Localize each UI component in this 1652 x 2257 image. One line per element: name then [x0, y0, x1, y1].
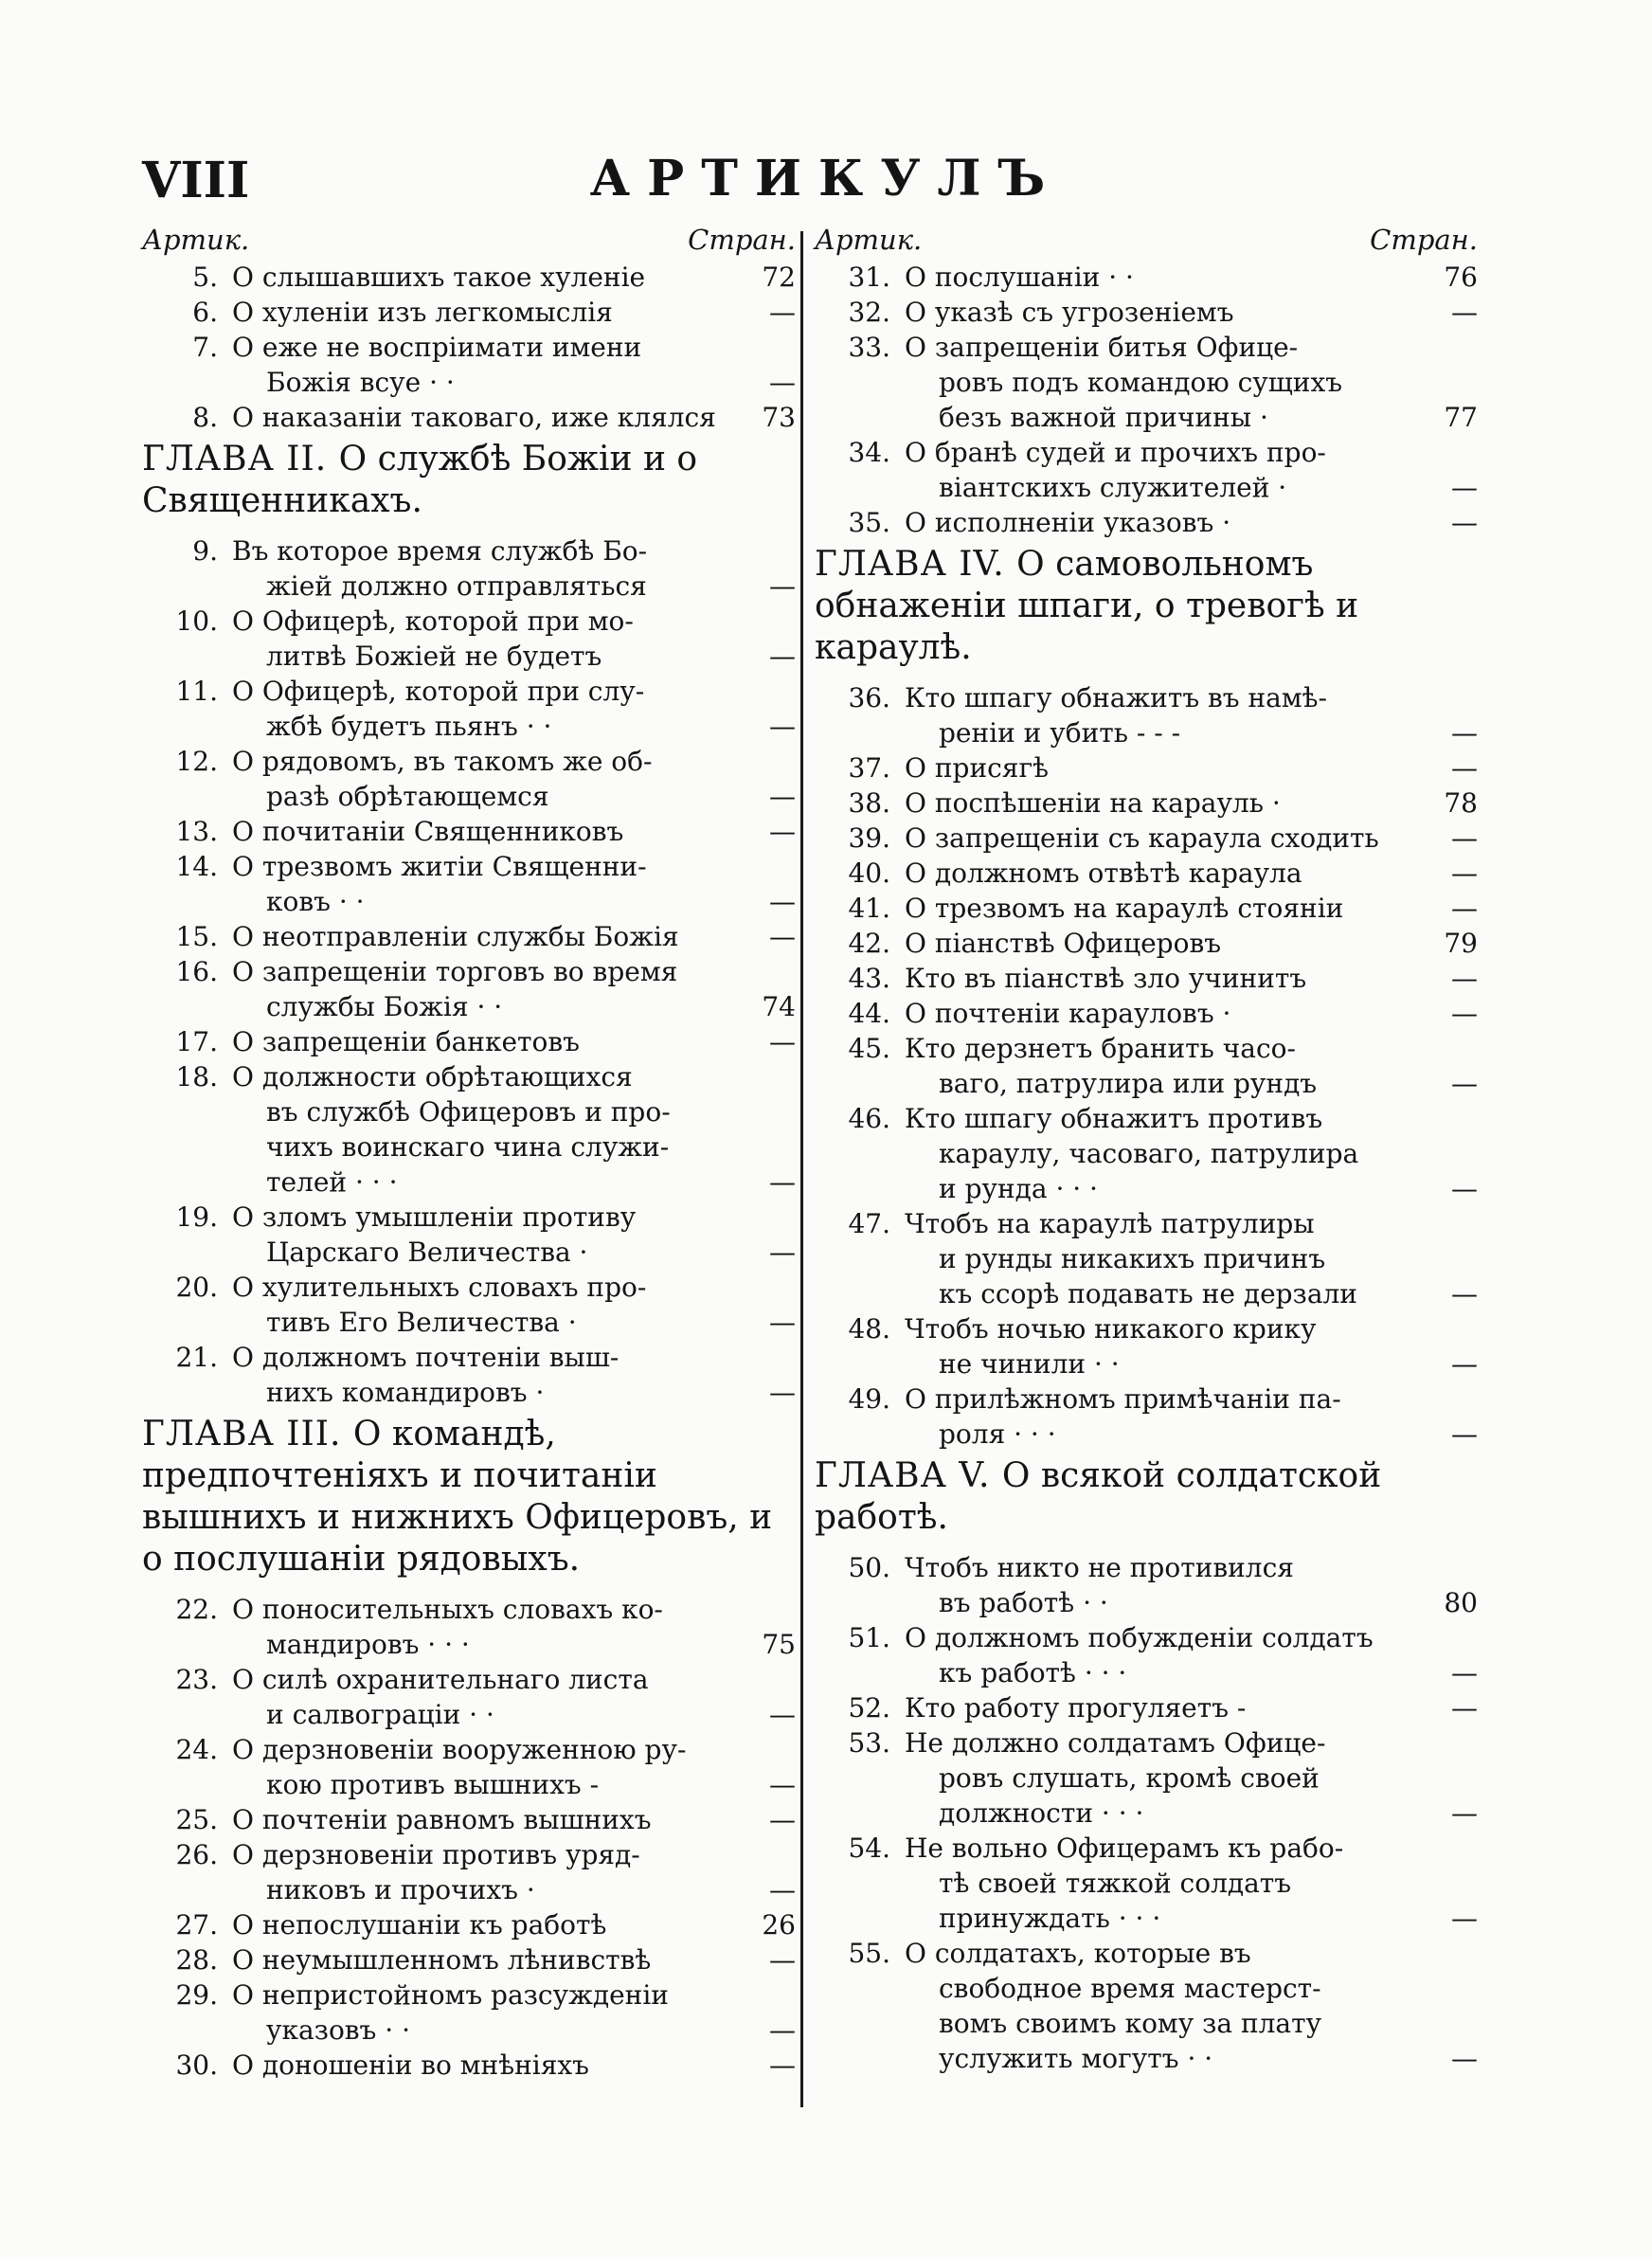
toc-entry[interactable]	[815, 1381, 1478, 1452]
entry-text: О почитаніи Священниковъ	[232, 816, 624, 847]
page-number: —	[1451, 1418, 1478, 1450]
toc-entry[interactable]	[815, 1101, 1478, 1206]
toc-entry[interactable]	[815, 330, 1478, 435]
toc-entry[interactable]	[815, 260, 1478, 295]
entry-text: тѣ своей тяжкой солдатъ	[939, 1868, 1292, 1899]
column-header	[142, 224, 796, 260]
page-number: 73	[762, 402, 796, 433]
page-number: —	[769, 1769, 796, 1800]
page-number: —	[1451, 752, 1478, 784]
article-number: 32.	[848, 297, 890, 328]
page-number: —	[769, 641, 796, 672]
page-number: —	[769, 367, 796, 398]
page-number: 72	[762, 262, 796, 293]
entry-text: О піанствѣ Офицеровъ	[905, 928, 1222, 959]
article-number: 35.	[848, 507, 890, 538]
page-number: —	[769, 1237, 796, 1268]
entry-text: ваго, патрулира или рундъ	[939, 1068, 1318, 1099]
entry-text: въ службѣ Офицеровъ и про-	[266, 1096, 671, 1128]
article-number: 51.	[848, 1622, 890, 1653]
entry-text: О неотправленіи службы Божія	[232, 921, 679, 952]
entry-text: О должномъ побужденіи солдатъ	[905, 1622, 1374, 1653]
toc-entry[interactable]	[815, 1031, 1478, 1101]
entry-text: О должности обрѣтающихся	[232, 1061, 633, 1092]
entry-text: О запрещеніи съ караула сходить	[905, 822, 1379, 854]
page-number: —	[1451, 963, 1478, 994]
toc-entry[interactable]	[815, 1690, 1478, 1725]
chapter-heading	[815, 544, 1478, 669]
toc-entry[interactable]	[142, 1837, 796, 1907]
article-number: 43.	[848, 963, 890, 994]
left-column	[142, 224, 796, 2083]
entry-text: ковъ · ·	[266, 886, 365, 917]
article-number: 37.	[848, 752, 890, 784]
toc-entry[interactable]	[142, 1340, 796, 1410]
entry-text: О зломъ умышленіи противу	[232, 1201, 637, 1233]
toc-entry[interactable]	[142, 814, 796, 849]
entry-text: реніи и убить - - -	[939, 717, 1181, 749]
article-number: 8.	[192, 402, 218, 433]
article-number: 26.	[175, 1839, 218, 1870]
entry-text: въ работѣ · ·	[939, 1587, 1108, 1618]
toc-entry[interactable]	[142, 919, 796, 954]
entry-text: литвѣ Божіей не будетъ	[266, 641, 602, 672]
toc-entry[interactable]	[815, 821, 1478, 856]
entry-text: тивъ Его Величества ·	[266, 1307, 577, 1338]
entry-text: О исполненіи указовъ ·	[905, 507, 1231, 538]
page-number: —	[1451, 1692, 1478, 1724]
entry-text: жіей должно отправляться	[266, 570, 647, 602]
toc-entry[interactable]	[142, 1024, 796, 1059]
entry-text: свободное время мастерст-	[939, 1973, 1321, 2004]
column-divider	[800, 231, 803, 2107]
toc-entry[interactable]	[142, 849, 796, 919]
page-number: —	[769, 1307, 796, 1338]
page-number: —	[1451, 858, 1478, 889]
entry-text: и салвограціи · ·	[266, 1699, 494, 1730]
article-number: 16.	[175, 956, 218, 987]
article-number: 27.	[175, 1909, 218, 1941]
toc-entry[interactable]	[815, 1206, 1478, 1311]
article-number: 17.	[175, 1026, 218, 1057]
page-number: 78	[1444, 787, 1478, 819]
toc-entry[interactable]	[142, 1942, 796, 1977]
entry-text: О прилѣжномъ примѣчаніи па-	[905, 1383, 1341, 1415]
page-number: —	[1451, 1657, 1478, 1688]
page-number: 26	[762, 1909, 796, 1941]
entry-text: О бранѣ судей и прочихъ про-	[905, 437, 1326, 468]
entry-text: жбѣ будетъ пьянъ · ·	[266, 711, 552, 742]
chapter-title: О командѣ, предпочтеніяхъ и почитаніи вышнихъ и нижнихъ Офицеровъ, и о послушаніи рядовыхъ.	[142, 1415, 773, 1579]
right-column	[815, 224, 1478, 2076]
page-number: —	[769, 2049, 796, 2081]
article-number: 33.	[848, 332, 890, 363]
article-number: 30.	[175, 2049, 218, 2081]
page-number: —	[1451, 1903, 1478, 1934]
toc-entry[interactable]	[815, 505, 1478, 540]
page-number: 80	[1444, 1587, 1478, 1618]
entry-text: услужить могутъ · ·	[939, 2043, 1213, 2074]
page-number: —	[769, 1874, 796, 1905]
page-number: 74	[762, 991, 796, 1022]
chapter-label: ГЛАВА V.	[815, 1456, 1002, 1495]
entry-text: О солдатахъ, которые въ	[905, 1938, 1251, 1969]
entry-text: Кто работу прогуляетъ -	[905, 1692, 1247, 1724]
page-number: —	[1451, 1348, 1478, 1380]
entry-text: къ работѣ · · ·	[939, 1657, 1127, 1688]
page-number: —	[769, 1699, 796, 1730]
entry-text: не чинили · ·	[939, 1348, 1120, 1380]
article-number: 22.	[175, 1594, 218, 1625]
chapter-heading	[815, 1455, 1478, 1539]
article-number: 14.	[175, 851, 218, 882]
entry-text: караулу, часоваго, патрулира	[939, 1138, 1359, 1169]
entry-text: Чтобъ на караулѣ патрулиры	[905, 1208, 1315, 1239]
toc-entry[interactable]	[142, 604, 796, 674]
page-number: —	[769, 781, 796, 812]
entry-text: О доношеніи во мнѣніяхъ	[232, 2049, 589, 2081]
page-number: —	[769, 1944, 796, 1976]
page-number: 75	[762, 1629, 796, 1660]
page-number: —	[769, 816, 796, 847]
entry-text: роля · · ·	[939, 1418, 1056, 1450]
page-number: —	[769, 1166, 796, 1198]
chapter-label: ГЛАВА II.	[142, 440, 339, 478]
entry-text: и рунда · · ·	[939, 1173, 1098, 1204]
article-number: 13.	[175, 816, 218, 847]
page-number: —	[769, 1804, 796, 1835]
entry-text: О поносительныхъ словахъ ко-	[232, 1594, 663, 1625]
entry-text: Кто въ піанствѣ зло учинитъ	[905, 963, 1307, 994]
entry-text: О поспѣшеніи на карауль ·	[905, 787, 1281, 819]
entry-text: О запрещеніи торговъ во время	[232, 956, 678, 987]
header-article-label: Артик.	[815, 224, 923, 256]
entry-text: О Офицерѣ, которой при мо-	[232, 605, 634, 637]
chapter-heading	[142, 1414, 796, 1580]
toc-entry[interactable]	[815, 961, 1478, 996]
article-number: 48.	[848, 1313, 890, 1345]
page-number: 76	[1444, 262, 1478, 293]
toc-entry[interactable]	[815, 1936, 1478, 2076]
page-number: —	[1451, 1173, 1478, 1204]
entry-text: О дерзновеніи вооруженною ру-	[232, 1734, 687, 1765]
article-number: 53.	[848, 1727, 890, 1759]
page-number: —	[769, 570, 796, 602]
article-number: 44.	[848, 998, 890, 1029]
page-number: —	[769, 886, 796, 917]
entry-text: Царскаго Величества ·	[266, 1237, 588, 1268]
article-number: 19.	[175, 1201, 218, 1233]
chapter-heading	[142, 439, 796, 522]
entry-text: віантскихъ служителей ·	[939, 472, 1287, 503]
toc-entry[interactable]	[142, 1592, 796, 1662]
article-number: 6.	[192, 297, 218, 328]
toc-entry[interactable]	[815, 996, 1478, 1031]
entry-text: О указѣ съ угрозеніемъ	[905, 297, 1234, 328]
entry-text: О присягѣ	[905, 752, 1050, 784]
toc-entry[interactable]	[142, 1200, 796, 1270]
entry-text: телей · · ·	[266, 1166, 398, 1198]
entry-text: должности · · ·	[939, 1797, 1144, 1829]
chapter-label: ГЛАВА III.	[142, 1415, 353, 1454]
header-page-label: Стран.	[688, 224, 796, 256]
article-number: 20.	[175, 1272, 218, 1303]
entry-text: Не вольно Офицерамъ къ рабо-	[905, 1833, 1344, 1864]
entry-text: вомъ своимъ кому за плату	[939, 2008, 1322, 2039]
entry-text: Чтобъ ночью никакого крику	[905, 1313, 1317, 1345]
page-number: —	[1451, 1278, 1478, 1309]
article-number: 28.	[175, 1944, 218, 1976]
article-number: 55.	[848, 1938, 890, 1969]
toc-entry[interactable]	[815, 680, 1478, 750]
entry-text: Кто шпагу обнажитъ въ намѣ-	[905, 682, 1328, 713]
article-number: 38.	[848, 787, 890, 819]
page-folio: VIII	[142, 152, 250, 209]
entry-text: кою противъ вышнихъ -	[266, 1769, 600, 1800]
article-number: 47.	[848, 1208, 890, 1239]
entry-text: О неумышленномъ лѣнивствѣ	[232, 1944, 652, 1976]
entry-text: и рунды никакихъ причинъ	[939, 1243, 1326, 1274]
entry-text: О почтеніи карауловъ ·	[905, 998, 1231, 1029]
toc-entry[interactable]	[815, 1725, 1478, 1831]
entry-text: О наказаніи таковаго, иже клялся	[232, 402, 716, 433]
toc-entry[interactable]	[815, 295, 1478, 330]
article-number: 23.	[175, 1664, 218, 1695]
entry-text: Божія всуе · ·	[266, 367, 455, 398]
page-number: —	[769, 921, 796, 952]
article-number: 54.	[848, 1833, 890, 1864]
chapter-title: О всякой солдатской работѣ.	[815, 1456, 1382, 1537]
toc-entry[interactable]	[142, 674, 796, 744]
entry-text: къ ссорѣ подавать не дерзали	[939, 1278, 1357, 1309]
entry-text: О запрещеніи банкетовъ	[232, 1026, 580, 1057]
article-number: 15.	[175, 921, 218, 952]
toc-entry[interactable]	[142, 2048, 796, 2083]
entry-text: О должномъ почтеніи выш-	[232, 1342, 620, 1373]
entry-text: О послушаніи · ·	[905, 262, 1134, 293]
article-number: 11.	[175, 676, 218, 707]
toc-entry[interactable]	[815, 1550, 1478, 1620]
toc-entry[interactable]	[815, 785, 1478, 821]
entry-text: О трезвомъ на караулѣ стояніи	[905, 893, 1344, 924]
toc-entry[interactable]	[142, 1059, 796, 1200]
entry-text: О должномъ отвѣтѣ караула	[905, 858, 1302, 889]
toc-entry[interactable]	[142, 744, 796, 814]
article-number: 42.	[848, 928, 890, 959]
article-number: 7.	[192, 332, 218, 363]
entry-text: ровъ подъ командою сущихъ	[939, 367, 1343, 398]
entry-text: О силѣ охранительнаго листа	[232, 1664, 649, 1695]
toc-entry[interactable]	[142, 954, 796, 1024]
toc-entry[interactable]	[142, 1977, 796, 2048]
entry-text: Кто дерзнетъ бранить часо-	[905, 1033, 1296, 1064]
page-number: —	[1451, 297, 1478, 328]
page-title: АРТИКУЛЪ	[589, 150, 1063, 208]
entry-text: разѣ обрѣтающемся	[266, 781, 549, 812]
toc-entry[interactable]	[815, 750, 1478, 785]
chapter-label: ГЛАВА IV.	[815, 545, 1017, 584]
toc-entry[interactable]	[815, 1311, 1478, 1381]
header-article-label: Артик.	[142, 224, 250, 256]
article-number: 45.	[848, 1033, 890, 1064]
page-number: —	[1451, 1068, 1478, 1099]
entry-text: О непослушаніи къ работѣ	[232, 1909, 607, 1941]
entry-text: Не должно солдатамъ Офице-	[905, 1727, 1326, 1759]
entry-text: О хуленіи изъ легкомыслія	[232, 297, 613, 328]
toc-entry[interactable]	[142, 330, 796, 400]
article-number: 49.	[848, 1383, 890, 1415]
page-number: —	[1451, 472, 1478, 503]
entry-text: Кто шпагу обнажитъ противъ	[905, 1103, 1323, 1134]
toc-entry[interactable]	[142, 533, 796, 604]
page-number: —	[1451, 1797, 1478, 1829]
article-number: 29.	[175, 1979, 218, 2011]
article-number: 31.	[848, 262, 890, 293]
page-number: —	[769, 2014, 796, 2046]
page-number: —	[769, 1026, 796, 1057]
toc-entry[interactable]	[142, 1907, 796, 1942]
entry-text: О запрещеніи битья Офице-	[905, 332, 1299, 363]
toc-entry[interactable]	[142, 1662, 796, 1732]
article-number: 9.	[192, 535, 218, 567]
page-number: —	[1451, 507, 1478, 538]
entry-text: ровъ слушать, кромѣ своей	[939, 1762, 1320, 1794]
article-number: 52.	[848, 1692, 890, 1724]
article-number: 10.	[175, 605, 218, 637]
entry-text: нихъ командировъ ·	[266, 1377, 545, 1408]
page-number: —	[1451, 998, 1478, 1029]
toc-entry[interactable]	[142, 1732, 796, 1802]
toc-entry[interactable]	[815, 1620, 1478, 1690]
article-number: 21.	[175, 1342, 218, 1373]
entry-text: О трезвомъ житіи Священни-	[232, 851, 647, 882]
entry-text: Чтобъ никто не противился	[905, 1552, 1294, 1583]
article-number: 5.	[192, 262, 218, 293]
entry-text: принуждать · · ·	[939, 1903, 1161, 1934]
entry-text: указовъ · ·	[266, 2014, 410, 2046]
page-number: —	[1451, 822, 1478, 854]
article-number: 18.	[175, 1061, 218, 1092]
header-page-label: Стран.	[1370, 224, 1478, 256]
entry-text: О еже не воспріимати имени	[232, 332, 642, 363]
article-number: 46.	[848, 1103, 890, 1134]
toc-entry[interactable]	[815, 435, 1478, 505]
article-number: 41.	[848, 893, 890, 924]
page-number: 77	[1444, 402, 1478, 433]
entry-text: О дерзновеніи противъ уряд-	[232, 1839, 640, 1870]
entry-text: О слышавшихъ такое хуленіе	[232, 262, 646, 293]
entry-text: мандировъ · · ·	[266, 1629, 470, 1660]
toc-entry[interactable]	[815, 856, 1478, 891]
toc-entry[interactable]	[815, 1831, 1478, 1936]
entry-text: чихъ воинскаго чина служи-	[266, 1131, 670, 1163]
toc-entry[interactable]	[142, 400, 796, 435]
entry-text: службы Божія · ·	[266, 991, 503, 1022]
entry-text: О непристойномъ разсужденіи	[232, 1979, 669, 2011]
entry-text: О хулительныхъ словахъ про-	[232, 1272, 647, 1303]
entry-text: О почтеніи равномъ вышнихъ	[232, 1804, 652, 1835]
page-number: 79	[1444, 928, 1478, 959]
toc-entry[interactable]	[815, 891, 1478, 926]
article-number: 50.	[848, 1552, 890, 1583]
page-number: —	[769, 1377, 796, 1408]
toc-entry[interactable]	[142, 1270, 796, 1340]
toc-entry[interactable]	[142, 295, 796, 330]
article-number: 24.	[175, 1734, 218, 1765]
article-number: 12.	[175, 746, 218, 777]
toc-entry[interactable]	[815, 926, 1478, 961]
entry-text: безъ важной причины ·	[939, 402, 1268, 433]
column-header	[815, 224, 1478, 260]
article-number: 25.	[175, 1804, 218, 1835]
chapter-title: О самовольномъ обнаженіи шпаги, о тревогѣ и караулѣ.	[815, 545, 1359, 667]
entry-text: Въ которое время службѣ Бо-	[232, 535, 648, 567]
toc-entry[interactable]	[142, 260, 796, 295]
chapter-title: О службѣ Божіи и о Священникахъ.	[142, 440, 698, 520]
article-number: 39.	[848, 822, 890, 854]
article-number: 40.	[848, 858, 890, 889]
page-number: —	[1451, 717, 1478, 749]
toc-entry[interactable]	[142, 1802, 796, 1837]
entry-text: О Офицерѣ, которой при слу-	[232, 676, 645, 707]
entry-text: никовъ и прочихъ ·	[266, 1874, 535, 1905]
page-number: —	[769, 297, 796, 328]
page-number: —	[769, 711, 796, 742]
page-number: —	[1451, 893, 1478, 924]
page-number: —	[1451, 2043, 1478, 2074]
article-number: 34.	[848, 437, 890, 468]
entry-text: О рядовомъ, въ такомъ же об-	[232, 746, 653, 777]
article-number: 36.	[848, 682, 890, 713]
